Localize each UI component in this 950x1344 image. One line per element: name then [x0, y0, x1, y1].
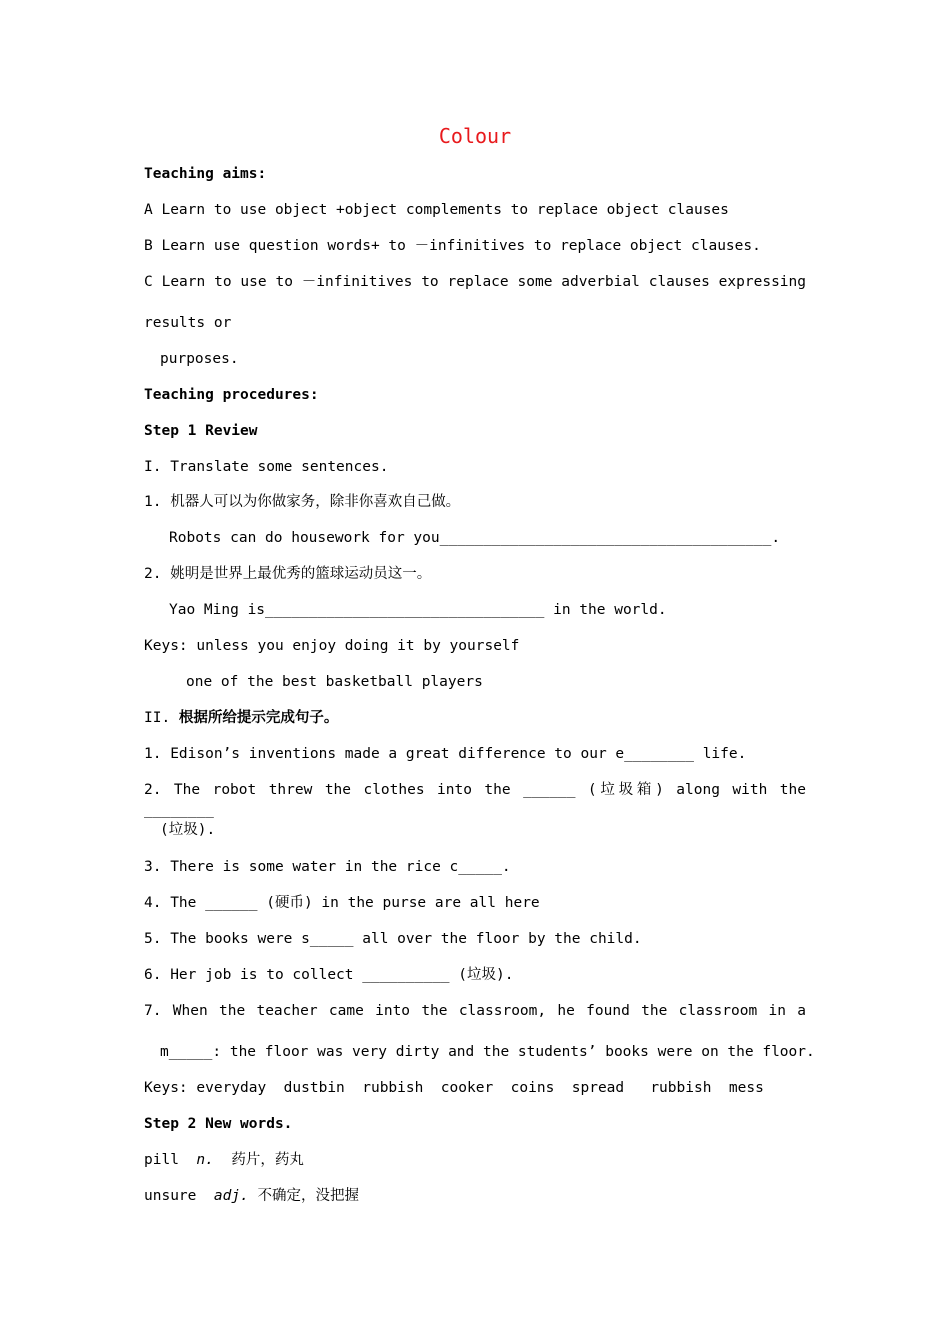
word-part-of-speech: adj.: [213, 1188, 249, 1204]
part2-q3: 3. There is some water in the rice c_____.: [144, 859, 511, 875]
word-entry-unsure: [144, 1186, 359, 1206]
part2-label-chinese: 根据所给提示完成句子。: [178, 710, 339, 726]
aim-b: B Learn use question words+ to －infinitives to replace object clauses.: [144, 238, 761, 254]
part1-q2-chinese: 2. 姚明是世界上最优秀的篮球运动员这一。: [144, 566, 432, 582]
teaching-aims-heading: Teaching aims:: [144, 166, 267, 182]
part1-q2-english: Yao Ming is________________________________ in the world.: [169, 602, 667, 618]
part2-q7-line1: 7. When the teacher came into the classroom, he found the classroom in a: [144, 1003, 806, 1019]
word-entry-pill: [144, 1150, 304, 1170]
page-title: Colour: [438, 124, 512, 148]
aim-c-line2: results or: [144, 315, 232, 331]
part2-q4: 4. The ______ (硬币) in the purse are all here: [144, 895, 540, 911]
part1-keys-line2: one of the best basketball players: [186, 674, 483, 690]
teaching-procedures-heading: Teaching procedures:: [144, 387, 319, 403]
aim-a: A Learn to use object +object complements to replace object clauses: [144, 202, 729, 218]
part2-q6: 6. Her job is to collect __________ (垃圾).: [144, 967, 514, 983]
word-meaning: 药片，药丸: [231, 1152, 304, 1168]
part2-label-prefix: II.: [144, 710, 179, 726]
part1-q1-english: Robots can do housework for you______________________________________.: [169, 530, 781, 546]
part2-label: [144, 708, 338, 728]
part2-q7-line2: m_____: the floor was very dirty and the students’ books were on the floor.: [160, 1044, 815, 1060]
aim-c-line3: purposes.: [160, 351, 239, 367]
part1-label: I. Translate some sentences.: [144, 459, 389, 475]
step1-heading: Step 1 Review: [144, 423, 258, 439]
part2-q2-line1: 2. The robot threw the clothes into the ______ (垃圾箱) along with the ________: [144, 782, 806, 818]
word-meaning: 不确定，没把握: [257, 1188, 360, 1204]
word-term: pill: [144, 1152, 179, 1168]
step2-heading: Step 2 New words.: [144, 1116, 293, 1132]
part2-keys: Keys: everyday dustbin rubbish cooker coins spread rubbish mess: [144, 1080, 764, 1096]
part2-q2-line2: (垃圾).: [160, 822, 216, 838]
part1-keys-line1: Keys: unless you enjoy doing it by yourself: [144, 638, 520, 654]
part2-q1: 1. Edison’s inventions made a great difference to our e________ life.: [144, 746, 747, 762]
aim-c-line1: C Learn to use to －infinitives to replace some adverbial clauses expressing: [144, 274, 806, 290]
part1-q1-chinese: 1. 机器人可以为你做家务，除非你喜欢自己做。: [144, 494, 461, 510]
word-term: unsure: [144, 1188, 197, 1204]
part2-q5: 5. The books were s_____ all over the floor by the child.: [144, 931, 642, 947]
word-part-of-speech: n.: [196, 1152, 214, 1168]
